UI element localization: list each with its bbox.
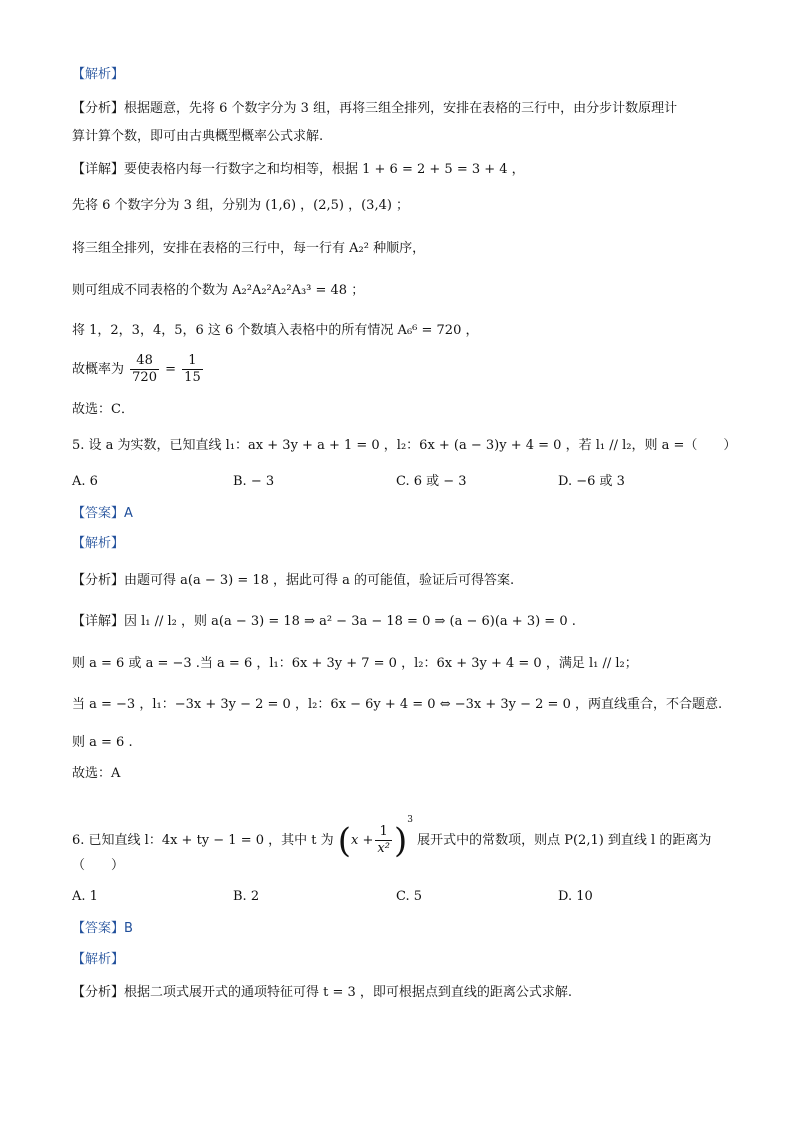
probability-prefix: 故概率为: [72, 362, 125, 377]
q6-option-a: A. 1: [72, 889, 98, 904]
analysis-text: 【分析】由题可得 a(a − 3) = 18 ，据此可得 a 的可能值，验证后可得答案.: [72, 573, 515, 588]
detail-text: 将三组全排列，安排在表格的三行中，每一行有 A₂² 种顺序，: [72, 241, 426, 256]
answer-blank: （ ）: [72, 858, 125, 873]
detail-text: 则 a = 6 或 a = −3 .当 a = 6 ，l₁：6x + 3y + 7 = 0 ，l₂：6x + 3y + 4 = 0 ，满足 l₁ // l₂；: [72, 656, 638, 671]
left-paren: (: [337, 820, 352, 861]
detail-text: 先将 6 个数字分为 3 组，分别为 (1,6) ，(2,5) ，(3,4) ；: [72, 198, 410, 213]
answer-heading: 【答案】B: [72, 921, 133, 936]
q6-option-c: C. 5: [396, 889, 423, 904]
probability-line: [72, 352, 205, 388]
binomial-fraction: $\frac{1}{\text{x²}}$: [377, 824, 390, 856]
q6-option-b: B. 2: [233, 889, 260, 904]
right-paren: ): [393, 820, 408, 861]
analysis-text: 【分析】根据二项式展开式的通项特征可得 t = 3 ，即可根据点到直线的距离公式求解.: [72, 985, 573, 1000]
fraction-48-720: $\frac{48}{720}$: [132, 353, 157, 385]
detail-text: 则 a = 6 .: [72, 735, 133, 750]
detail-text: 当 a = −3 ，l₁：−3x + 3y − 2 = 0 ，l₂：6x − 6y + 4 = 0 ⇔ −3x + 3y − 2 = 0 ，两直线重合，不合题意.: [72, 697, 723, 712]
detail-text: 将 1，2，3，4，5，6 这 6 个数填入表格中的所有情况 A₆⁶ = 720 ，: [72, 323, 479, 338]
analysis-text: 【分析】根据题意，先将 6 个数字分为 3 组，再将三组全排列，安排在表格的三行中，由分步计数原理计: [72, 101, 678, 116]
question-5: 5. 设 a 为实数，已知直线 l₁：ax + 3y + a + 1 = 0 ，l₂：6x + (a − 3)y + 4 = 0 ，若 l₁ // l₂，则 a =（ ）: [72, 438, 737, 453]
answer-heading: 【答案】A: [72, 506, 133, 521]
analysis-text-cont: 算计算个数，即可由古典概型概率公式求解.: [72, 129, 324, 144]
question-6-suffix: 展开式中的常数项，则点 P(2,1) 到直线 l 的距离为: [417, 833, 712, 848]
detail-text: 则可组成不同表格的个数为 A₂²A₂²A₂²A₃³ = 48 ；: [72, 283, 365, 298]
q6-option-d: D. 10: [558, 889, 593, 904]
question-6: [72, 798, 711, 863]
fraction-1-15: $\frac{1}{15}$: [184, 353, 201, 385]
q5-option-a: A. 6: [72, 474, 98, 489]
binomial-x: x +: [351, 833, 374, 848]
detail-text: 【详解】要使表格内每一行数字之和均相等，根据 1 + 6 = 2 + 5 = 3 + 4 ，: [72, 162, 525, 177]
equals-sign: =: [165, 362, 177, 377]
q5-option-c: C. 6 或 − 3: [396, 474, 467, 489]
q5-option-b: B. − 3: [233, 474, 275, 489]
binomial-power: 3: [407, 815, 413, 825]
analysis-heading: 【解析】: [72, 67, 125, 82]
choice-line: 故选：C．: [72, 402, 134, 417]
q5-option-d: D. −6 或 3: [558, 474, 625, 489]
analysis-heading: 【解析】: [72, 536, 125, 551]
detail-text: 【详解】因 l₁ // l₂ ，则 a(a − 3) = 18 ⇒ a² − 3a − 18 = 0 ⇒ (a − 6)(a + 3) = 0 .: [72, 614, 576, 629]
choice-line: 故选：A: [72, 766, 121, 781]
analysis-heading: 【解析】: [72, 952, 125, 967]
question-6-prefix: 6. 已知直线 l：4x + ty − 1 = 0 ，其中 t 为: [72, 833, 334, 848]
